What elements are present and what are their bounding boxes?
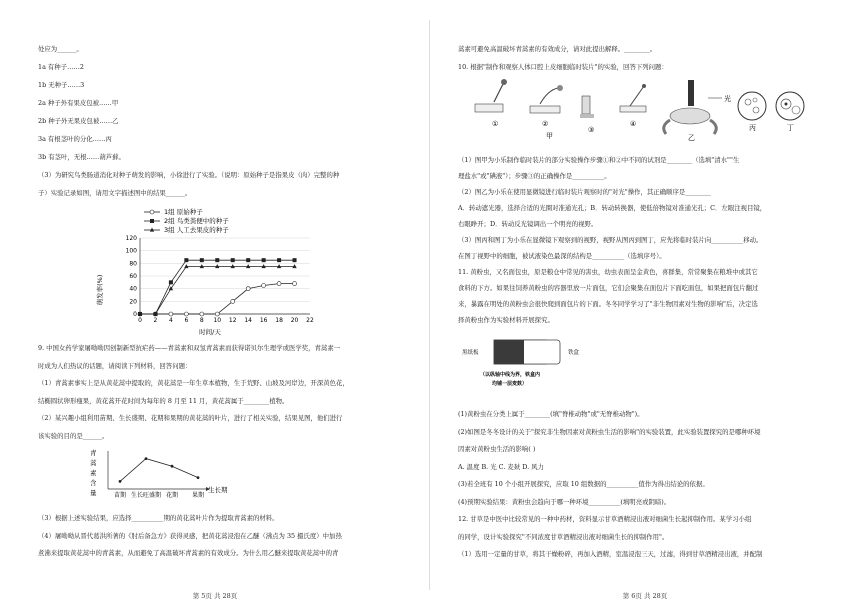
text-line: 处应为______。 — [38, 45, 83, 53]
data-point — [169, 312, 173, 316]
data-point — [277, 258, 281, 262]
view-bing-illustration — [738, 92, 766, 120]
legend-label: 1组 原始种子 — [164, 208, 203, 216]
text-line: 因素对黄粉虫生活的影响( ) — [458, 445, 536, 453]
data-point — [215, 258, 219, 262]
text-line: 蒿素可避免高温破坏青蒿素的有效成分，请对此提出解释。________。 — [458, 45, 657, 53]
text-line: （1）青蒿素事实上是从黄花蒿中提取的，黄花蒿是一年生草本植物，生于荒野、山坡及河岸边，开深黄色花， — [38, 379, 349, 387]
step3-illustration — [580, 96, 594, 118]
apparatus-caption-1: （以纵轴中线为界，铁盒内 — [480, 372, 541, 378]
right-top-text — [458, 40, 838, 76]
text-line: 该实验的目的是______。 — [38, 431, 109, 440]
iron-box-label: 铁盒 — [568, 350, 580, 356]
q10-q11-text — [458, 152, 838, 328]
q11-q12-text — [458, 406, 838, 564]
data-point — [145, 457, 148, 460]
x-tick-label: 12 — [228, 317, 237, 324]
legend-label: 3组 人工去果皮的种子 — [164, 226, 229, 234]
chart-grid — [140, 238, 310, 314]
series-line — [140, 260, 295, 314]
left-top-text — [38, 40, 408, 202]
data-point — [215, 312, 219, 316]
data-point — [200, 312, 204, 316]
chart-y-label: 青蒿素含量 — [90, 449, 97, 497]
data-point — [184, 312, 188, 316]
microscope-figure — [470, 76, 810, 142]
y-tick-label: 0 — [133, 311, 137, 318]
data-point — [262, 284, 266, 288]
text-line: 结椭圆状卵形瘦果，黄花蒿开花时间为每年的 8 月至 11 月，黄花蒿属于________植物。 — [38, 396, 289, 405]
microscope-illustration — [664, 80, 722, 134]
germination-chart — [60, 206, 320, 336]
x-tick-label: 果期 — [191, 492, 205, 499]
text-line: (3)若全班有 10 个小组开展探究，应取 10 组数据的__________值作为得出结论的依据。 — [458, 480, 709, 488]
step1-illustration — [475, 79, 507, 112]
x-tick-label: 2 — [153, 317, 158, 324]
text-line: 理盐水"或"碘液"）；步骤③的正确操作是__________。 — [458, 172, 611, 180]
data-point — [119, 480, 122, 483]
text-line: （3）图丙和图丁为小乐在显微镜下观察到的视野，视野从图丙到图丁，应先将临时装片向__________移动。 — [458, 236, 763, 244]
text-line: （1）图甲为小乐制作临时装片的部分实验操作步骤①和②中不同的试剂是________（选填"清水""生 — [458, 156, 740, 164]
apparatus-caption-2: 均铺一层麦麸） — [492, 381, 528, 387]
chart-series — [138, 258, 297, 316]
data-point — [246, 258, 250, 262]
figure-ding-label: 丁 — [787, 124, 794, 132]
y-tick-label: 100 — [125, 247, 137, 255]
text-line: 食料的下方。如果往饲养黄粉虫的容器里放一片面包，它们会聚集在面包片下面吃面包，如果把面包片翻过 — [458, 284, 759, 292]
chart-y-label: 萌发率(%) — [96, 274, 104, 306]
x-tick-label: 0 — [138, 317, 142, 324]
data-point — [231, 258, 235, 262]
text-line: 时成为人们热议的话题，请阅读下列材料，回答问题： — [38, 361, 192, 370]
y-tick-label: 20 — [129, 298, 137, 306]
series-line — [120, 459, 198, 482]
x-tick-label: 4 — [168, 317, 173, 324]
text-line: 10. 根据"制作和观察人体口腔上皮细胞临时装片"的实验，回答下列问题： — [458, 63, 668, 71]
data-point — [293, 282, 297, 286]
mealworm-apparatus-figure — [460, 332, 600, 390]
data-point — [169, 280, 173, 284]
step3-label: ③ — [588, 126, 595, 134]
x-tick-label: 生长旺盛期 — [130, 492, 162, 499]
text-line: 12. 甘草是中医中比较常见的一种中药材，资料显示甘草酒精浸出液对细菌生长起抑制作用。某学习小组 — [458, 515, 752, 523]
legend-label: 2组 鸟类粪便中的种子 — [164, 217, 229, 225]
page-footer: 第 6页 共 28页 — [622, 592, 668, 600]
chart-legend — [144, 207, 229, 234]
text-line: 1a 有种子……2 — [38, 63, 84, 71]
x-tick-label: 8 — [199, 317, 204, 324]
chart-x-label: 时间/天 — [199, 328, 221, 336]
legend-marker — [150, 210, 154, 214]
x-tick-label: 22 — [306, 317, 314, 324]
text-line: （2）图乙为小乐在使用显微镜进行临时装片观察时的"对光"操作，其正确顺序是________ — [458, 188, 711, 196]
chart-x-label: 生长期 — [208, 486, 228, 494]
text-line: A．转动遮光器，选择合适的光圈对准通光孔；B．转动转换器，使低倍物镜对准通光孔；C．左眼注视目镜， — [458, 204, 767, 212]
text-line: 3b 有茎叶，无根……葫芦藓。 — [38, 153, 125, 161]
data-point — [171, 465, 174, 468]
page-footer: 第 5页 共 28页 — [192, 592, 238, 600]
y-tick-label: 60 — [129, 273, 137, 280]
light-label: 光 — [724, 95, 731, 103]
x-tick-label: 16 — [259, 317, 268, 324]
y-tick-label: 80 — [129, 260, 137, 268]
figure-bing-label: 丙 — [749, 124, 756, 132]
text-line: 的同学，设计实验探究"不同浓度甘草酒精浸出液对细菌生长的抑制作用"。 — [458, 532, 669, 541]
text-line: （4）屠呦呦从晋代葛洪所著的《肘后备急方》获得灵感，把黄花蒿浸泡在乙醚（沸点为 35 摄氏度）中加热 — [38, 531, 342, 540]
text-line: 择黄粉虫作为实验材料开展探究。 — [458, 316, 554, 324]
black-board-label: 黑纸板 — [462, 350, 479, 356]
artemisinin-chart — [80, 445, 240, 507]
step2-illustration — [530, 85, 563, 113]
series-line — [140, 267, 295, 315]
text-line: 9. 中国女药学家屠呦呦因创制新型抗疟药——青蒿素和双氢青蒿素而获得诺贝尔生理学或医学奖，青蒿素一 — [38, 344, 341, 352]
data-point — [277, 282, 281, 286]
q9-text — [38, 340, 408, 445]
text-line: 煮沸来提取黄花蒿中的青蒿素，从而避免了高温破坏青蒿素的有效成分。为什么用乙醚来提取黄花蒿中的青 — [38, 549, 339, 557]
text-line: (4)预期实验结果：黄粉虫会趋向于哪一种环境__________(填明亮或阴暗)。 — [458, 497, 671, 506]
text-line: 来，暴露在明处的黄粉虫会很快爬到面包片的下面。冬冬同学学习了"非生物因素对生物的影响"后，决定选 — [458, 300, 758, 308]
step2-label: ② — [542, 120, 549, 128]
step4-label: ④ — [630, 120, 637, 128]
x-tick-label: 18 — [275, 317, 283, 324]
text-line: (2)如图是冬冬设计的关于"探究非生物因素对黄粉虫生活的影响"的实验装置，此实验装置探究的是哪种环境 — [458, 427, 761, 436]
figure-yi-label: 乙 — [688, 134, 695, 142]
step1-label: ① — [492, 120, 499, 128]
text-line: (1)黄粉虫在分类上属于________(填"脊椎动物"或"无脊椎动物")。 — [458, 410, 644, 418]
data-point — [200, 258, 204, 262]
data-point — [231, 299, 235, 303]
figure-jia-label: 甲 — [546, 132, 553, 140]
text-line: （2）某兴趣小组利用苗期、生长盛期、花期和果期的黄花蒿的叶片，进行了相关实验，结果见图，他们进行 — [38, 414, 343, 422]
x-tick-label: 苗期 — [113, 492, 127, 499]
data-point — [293, 258, 297, 262]
data-point — [246, 287, 250, 291]
page-6 — [430, 0, 860, 608]
text-line: （1）选用一定量的甘草，将其干燥粉碎，再加入酒精，室温浸泡三天，过滤，得到甘草酒精浸出液，并配制 — [458, 550, 763, 558]
chart-axes — [126, 235, 314, 324]
text-line: 子）实验记录如图，请用文字描述图中的结果______。 — [38, 189, 192, 197]
text-line: 1b 无种子……3 — [38, 81, 85, 89]
text-line: （3）根据上述实验结果，应选择__________期的黄花蒿叶片作为提取青蒿素的材料。 — [38, 514, 279, 522]
data-point — [197, 476, 200, 479]
text-line: 2a 种子外有果皮包被……甲 — [38, 99, 119, 107]
x-tick-label: 14 — [244, 317, 253, 324]
x-tick-label: 花期 — [165, 492, 179, 499]
step4-illustration — [620, 84, 646, 112]
legend-marker — [150, 219, 154, 223]
text-line: （3）为研究鸟类肠道消化对种子萌发的影响，小徐进行了实验。（说明：原始种子是指果皮（肉）完整的种 — [38, 171, 340, 179]
left-bottom-text — [38, 510, 408, 563]
text-line: 11. 黄粉虫，又名面包虫，原是粮仓中常见的害虫，幼虫表面呈金黄色，喜群集，常常聚集在粮堆中或其它 — [458, 268, 758, 276]
y-tick-label: 40 — [129, 285, 137, 293]
text-line: 2b 种子外无果皮包被……乙 — [38, 117, 119, 125]
x-tick-label: 6 — [184, 317, 189, 324]
text-line: 右眼睁开；D．转动反光镜调出一个明亮的视野。 — [458, 220, 598, 228]
data-point — [184, 258, 188, 262]
data-point — [262, 258, 266, 262]
view-ding-illustration — [776, 92, 804, 120]
text-line: 在图丁视野中的细胞，被试液染色最深的结构是__________（选填序号）。 — [458, 252, 666, 260]
x-tick-label: 10 — [213, 317, 222, 324]
text-line: 3a 有根茎叶的分化……丙 — [38, 135, 112, 143]
y-tick-label: 120 — [125, 235, 137, 242]
x-tick-label: 20 — [290, 317, 299, 324]
text-line: A. 温度 B. 光 C. 麦麸 D. 风力 — [458, 462, 544, 471]
